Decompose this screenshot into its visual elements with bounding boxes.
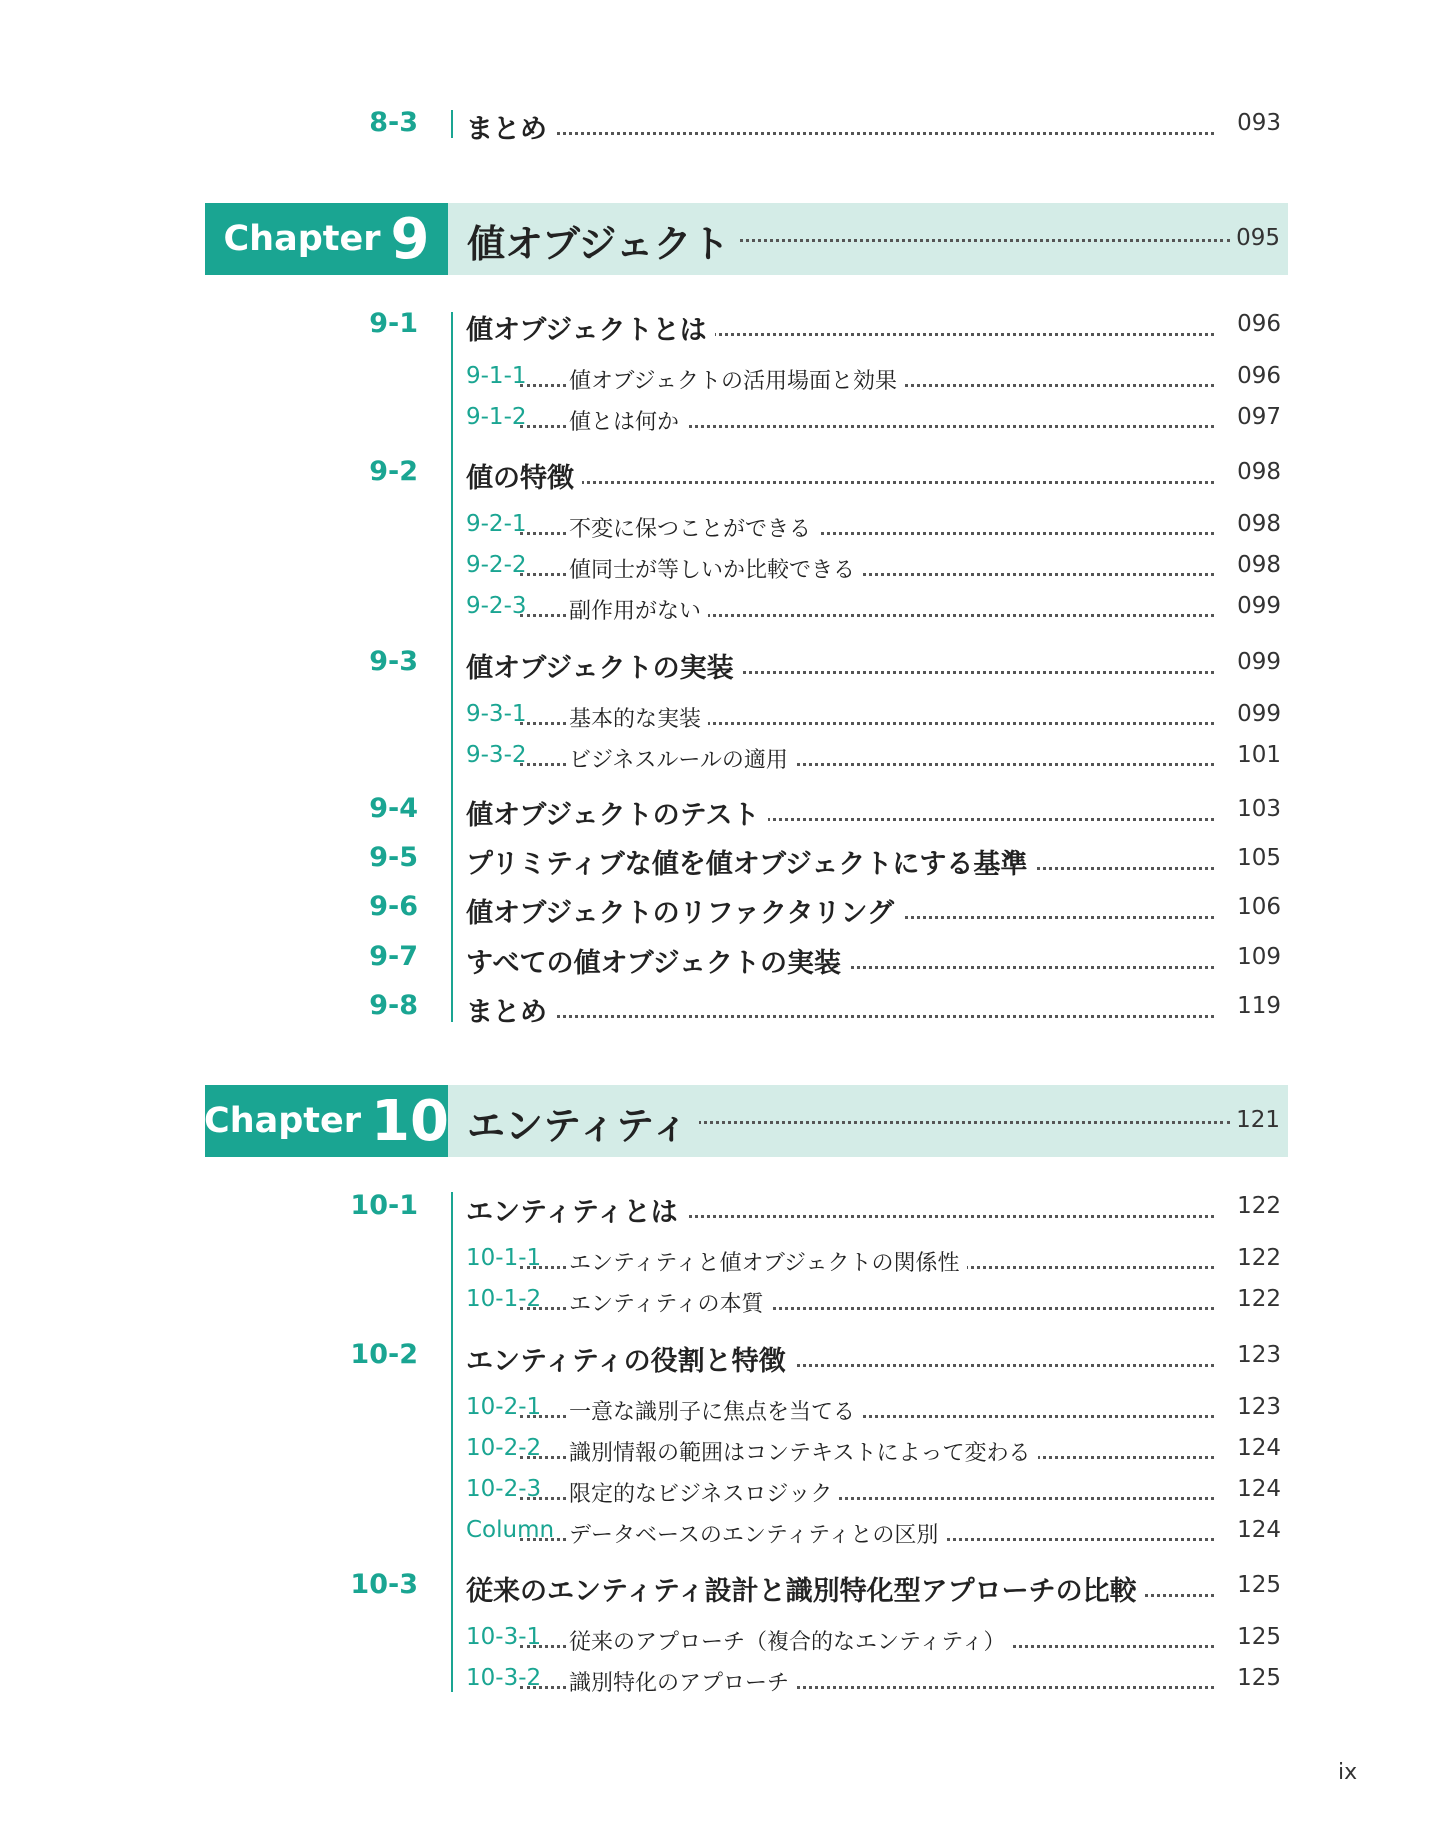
subsection-10-3-2-title: 識別特化のアプローチ [569, 1666, 796, 1697]
section-10-2-number: 10-2 [350, 1339, 418, 1370]
section-9-2-leader [520, 481, 1281, 484]
subsection-9-2-1-title: 不変に保つことができる [569, 512, 818, 543]
section-10-3-number: 10-3 [350, 1569, 418, 1600]
chapter-9-number: 9 [390, 206, 430, 272]
section-8-3-leader [520, 132, 1281, 135]
section-9-3-number: 9-3 [369, 646, 418, 677]
subsection-10-2-1-title: 一意な識別子に焦点を当てる [569, 1395, 862, 1426]
subsection-9-2-3-title: 副作用がない [569, 594, 708, 625]
subsection-9-3-1-page: 099 [1215, 701, 1281, 727]
subsection-10-2-1-number: 10-2-1 [466, 1394, 542, 1420]
section-8-3-number: 8-3 [369, 107, 418, 138]
subsection-9-2-1-page: 098 [1215, 511, 1281, 537]
chapter-9-page: 095 [1230, 225, 1280, 251]
chapter-10-title: エンティティ [467, 1095, 699, 1150]
page-folio: ix [1338, 1760, 1358, 1785]
divider-8-3 [451, 110, 453, 138]
subsection-10-1-2-number: 10-1-2 [466, 1286, 542, 1312]
subsection-9-2-2-number: 9-2-2 [466, 552, 527, 578]
section-9-1-page: 096 [1215, 311, 1281, 337]
subsection-10-2-3-page: 124 [1215, 1476, 1281, 1502]
section-10-1-page: 122 [1215, 1193, 1281, 1219]
subsection-10-2-3-title: 限定的なビジネスロジック [569, 1477, 839, 1508]
subsection-10-2-2-title: 識別情報の範囲はコンテキストによって変わる [569, 1436, 1038, 1467]
section-9-7-page: 109 [1215, 944, 1281, 970]
subsection-10-2-2-page: 124 [1215, 1435, 1281, 1461]
subsection-10-2-1-page: 123 [1215, 1394, 1281, 1420]
subsection-10-1-1-title: エンティティと値オブジェクトの関係性 [569, 1246, 967, 1277]
subsection-9-3-2-number: 9-3-2 [466, 742, 527, 768]
subsection-column-page: 124 [1215, 1517, 1281, 1543]
subsection-9-3-1-title: 基本的な実装 [569, 702, 708, 733]
chapter-10-label [205, 1085, 448, 1157]
section-8-3-page: 093 [1215, 110, 1281, 136]
subsection-9-2-2-title: 値同士が等しいか比較できる [569, 553, 862, 584]
subsection-column-title: データベースのエンティティとの区別 [569, 1518, 945, 1549]
section-10-2-title: エンティティの役割と特徴 [466, 1339, 794, 1378]
subsection-9-1-1-title: 値オブジェクトの活用場面と効果 [569, 364, 904, 395]
chapter-9-word: Chapter [223, 219, 381, 259]
section-9-6-number: 9-6 [369, 891, 418, 922]
section-9-5-title: プリミティブな値を値オブジェクトにする基準 [466, 842, 1035, 881]
section-9-7-number: 9-7 [369, 941, 418, 972]
divider-chapter-9 [451, 312, 453, 1022]
subsection-9-1-2-number: 9-1-2 [466, 404, 527, 430]
chapter-10-word: Chapter [204, 1101, 362, 1141]
section-9-4-number: 9-4 [369, 793, 418, 824]
subsection-9-2-3-number: 9-2-3 [466, 593, 527, 619]
chapter-9-title: 値オブジェクト [467, 213, 740, 268]
subsection-9-1-2-page: 097 [1215, 404, 1281, 430]
section-9-5-number: 9-5 [369, 842, 418, 873]
section-10-3-page: 125 [1215, 1572, 1281, 1598]
subsection-9-3-1-number: 9-3-1 [466, 701, 527, 727]
chapter-10-bar [205, 1085, 1288, 1157]
chapter-9-label [205, 203, 448, 275]
subsection-10-3-1-page: 125 [1215, 1624, 1281, 1650]
section-9-8-leader [520, 1015, 1281, 1018]
subsection-9-1-1-number: 9-1-1 [466, 363, 527, 389]
section-8-3-title: まとめ [466, 107, 555, 146]
subsection-10-3-2-page: 125 [1215, 1665, 1281, 1691]
section-9-8-title: まとめ [466, 990, 555, 1029]
section-10-1-number: 10-1 [350, 1190, 418, 1221]
chapter-9-bar [205, 203, 1288, 275]
section-9-1-number: 9-1 [369, 308, 418, 339]
section-9-3-title: 値オブジェクトの実装 [466, 646, 742, 685]
subsection-9-1-2-title: 値とは何か [569, 405, 686, 436]
section-10-1-title: エンティティとは [466, 1190, 686, 1229]
chapter-10-page: 121 [1230, 1107, 1280, 1133]
subsection-10-3-1-title: 従来のアプローチ（複合的なエンティティ） [569, 1625, 1012, 1656]
section-9-1-title: 値オブジェクトとは [466, 308, 715, 347]
subsection-9-2-3-page: 099 [1215, 593, 1281, 619]
subsection-9-3-2-page: 101 [1215, 742, 1281, 768]
chapter-10-number: 10 [371, 1088, 449, 1154]
subsection-column-number: Column [466, 1517, 555, 1543]
subsection-9-2-2-page: 098 [1215, 552, 1281, 578]
section-9-8-page: 119 [1215, 993, 1281, 1019]
subsection-9-1-1-page: 096 [1215, 363, 1281, 389]
section-9-2-page: 098 [1215, 459, 1281, 485]
subsection-10-3-1-number: 10-3-1 [466, 1624, 542, 1650]
subsection-9-2-1-number: 9-2-1 [466, 511, 527, 537]
subsection-10-1-1-page: 122 [1215, 1245, 1281, 1271]
section-9-6-title: 値オブジェクトのリファクタリング [466, 891, 902, 930]
section-9-2-title: 値の特徴 [466, 456, 582, 495]
section-9-8-number: 9-8 [369, 990, 418, 1021]
section-9-4-title: 値オブジェクトのテスト [466, 793, 768, 832]
section-10-2-page: 123 [1215, 1342, 1281, 1368]
section-9-7-title: すべての値オブジェクトの実装 [466, 941, 849, 980]
section-9-4-page: 103 [1215, 796, 1281, 822]
section-9-2-number: 9-2 [369, 456, 418, 487]
section-10-3-title: 従来のエンティティ設計と識別特化型アプローチの比較 [466, 1569, 1145, 1608]
section-9-3-page: 099 [1215, 649, 1281, 675]
section-9-5-page: 105 [1215, 845, 1281, 871]
subsection-10-2-3-number: 10-2-3 [466, 1476, 542, 1502]
divider-chapter-10 [451, 1192, 453, 1692]
subsection-10-1-2-page: 122 [1215, 1286, 1281, 1312]
subsection-10-1-2-title: エンティティの本質 [569, 1287, 770, 1318]
subsection-10-3-2-number: 10-3-2 [466, 1665, 542, 1691]
section-9-6-page: 106 [1215, 894, 1281, 920]
subsection-9-3-2-title: ビジネスルールの適用 [569, 743, 795, 774]
subsection-10-1-1-number: 10-1-1 [466, 1245, 542, 1271]
subsection-10-2-2-number: 10-2-2 [466, 1435, 542, 1461]
